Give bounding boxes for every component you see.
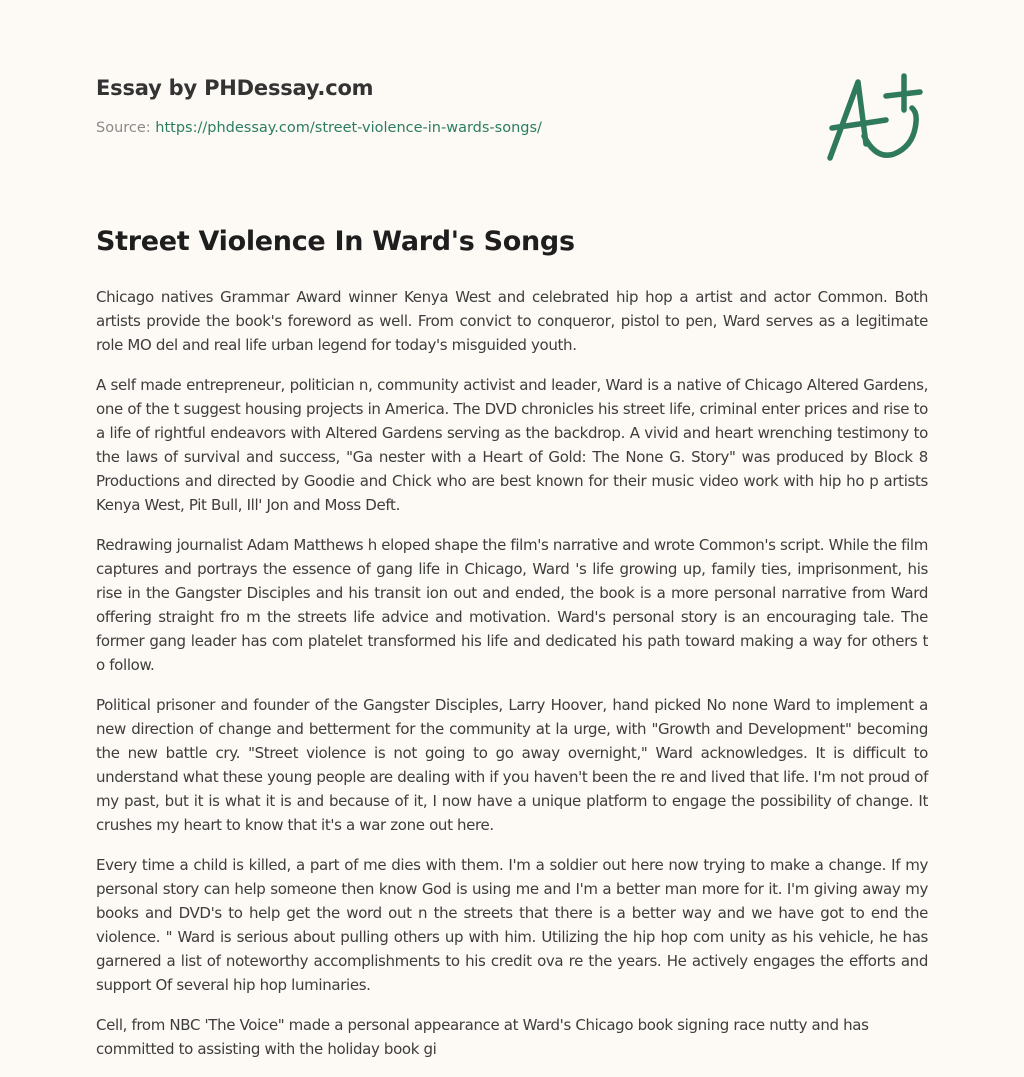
essay-header bbox=[96, 76, 542, 136]
source-line bbox=[96, 120, 542, 136]
essay-body bbox=[96, 285, 928, 1077]
essay-paragraph: Cell, from NBC 'The Voice" made a personal appearance at Ward's Chicago book signing race nutty and has committed to assisting with the holiday book gi bbox=[96, 1016, 869, 1058]
essay-paragraph: Political prisoner and founder of the Gangster Disciples, Larry Hoover, hand picked No none Ward to implement a new direction of change and betterment for the community at la urge, with "Growth and Development" becoming the new battle cry. "Street violence is not going to go away overnight," Ward acknowledges. It is difficult to understand what these young people are dealing with if you haven't been the re and lived that life. I'm not proud of my past, but it is what it is and because of it, I now have a unique platform to engage the possibility of change. It crushes my heart to know that it's a war zone out here. bbox=[96, 696, 928, 834]
site-title: Essay by PHDessay.com bbox=[96, 76, 374, 100]
essay-title: Street Violence In Ward's Songs bbox=[96, 226, 575, 257]
essay-paragraph: Every time a child is killed, a part of me dies with them. I'm a soldier out here now trying to make a change. If my personal story can help someone then know God is using me and I'm a better man more for it. I'm giving away my books and DVD's to help get the word out n the streets that there is a better way and we have got to end the violence. " Ward is serious about pulling others up with him. Utilizing the hip hop com unity as his vehicle, he has garnered a list of noteworthy accomplishments to his credit ova re the years. He actively engages the efforts and support Of several hip hop luminaries. bbox=[96, 856, 928, 994]
source-link[interactable]: https://phdessay.com/street-violence-in-wards-songs/ bbox=[155, 120, 542, 136]
essay-paragraph: Chicago natives Grammar Award winner Kenya West and celebrated hip hop a artist and actor Common. Both artists provide the book's foreword as well. From convict to conqueror, pistol to pen, Ward serves as a legitimate role MO del and real life urban legend for today's misguided youth. bbox=[96, 288, 928, 354]
essay-paragraph: A self made entrepreneur, politician n, community activist and leader, Ward is a native of Chicago Altered Gardens, one of the t suggest housing projects in America. The DVD chronicles his street life, criminal enter prices and rise to a life of rightful endeavors with Altered Gardens serving as the backdrop. A vivid and heart wrenching testimony to the laws of survival and success, "Ga nester with a Heart of Gold: The None G. Story" was produced by Block 8 Productions and directed by Goodie and Chick who are best known for their music video work with hip ho p artists Kenya West, Pit Bull, Ill' Jon and Moss Deft. bbox=[96, 376, 928, 514]
source-label: Source: bbox=[96, 120, 156, 136]
essay-paragraph: Redrawing journalist Adam Matthews h eloped shape the film's narrative and wrote Common's script. While the film captures and portrays the essence of gang life in Chicago, Ward 's life growing up, family ties, imprisonment, his rise in the Gangster Disciples and his transit ion out and ended, the book is a more personal narrative from Ward offering straight fro m the streets life advice and motivation. Ward's personal story is an encouraging tale. The former gang leader has com platelet transformed his life and dedicated his path toward making a way for others t o follow. bbox=[96, 536, 928, 674]
a-plus-grade-icon bbox=[820, 66, 930, 166]
